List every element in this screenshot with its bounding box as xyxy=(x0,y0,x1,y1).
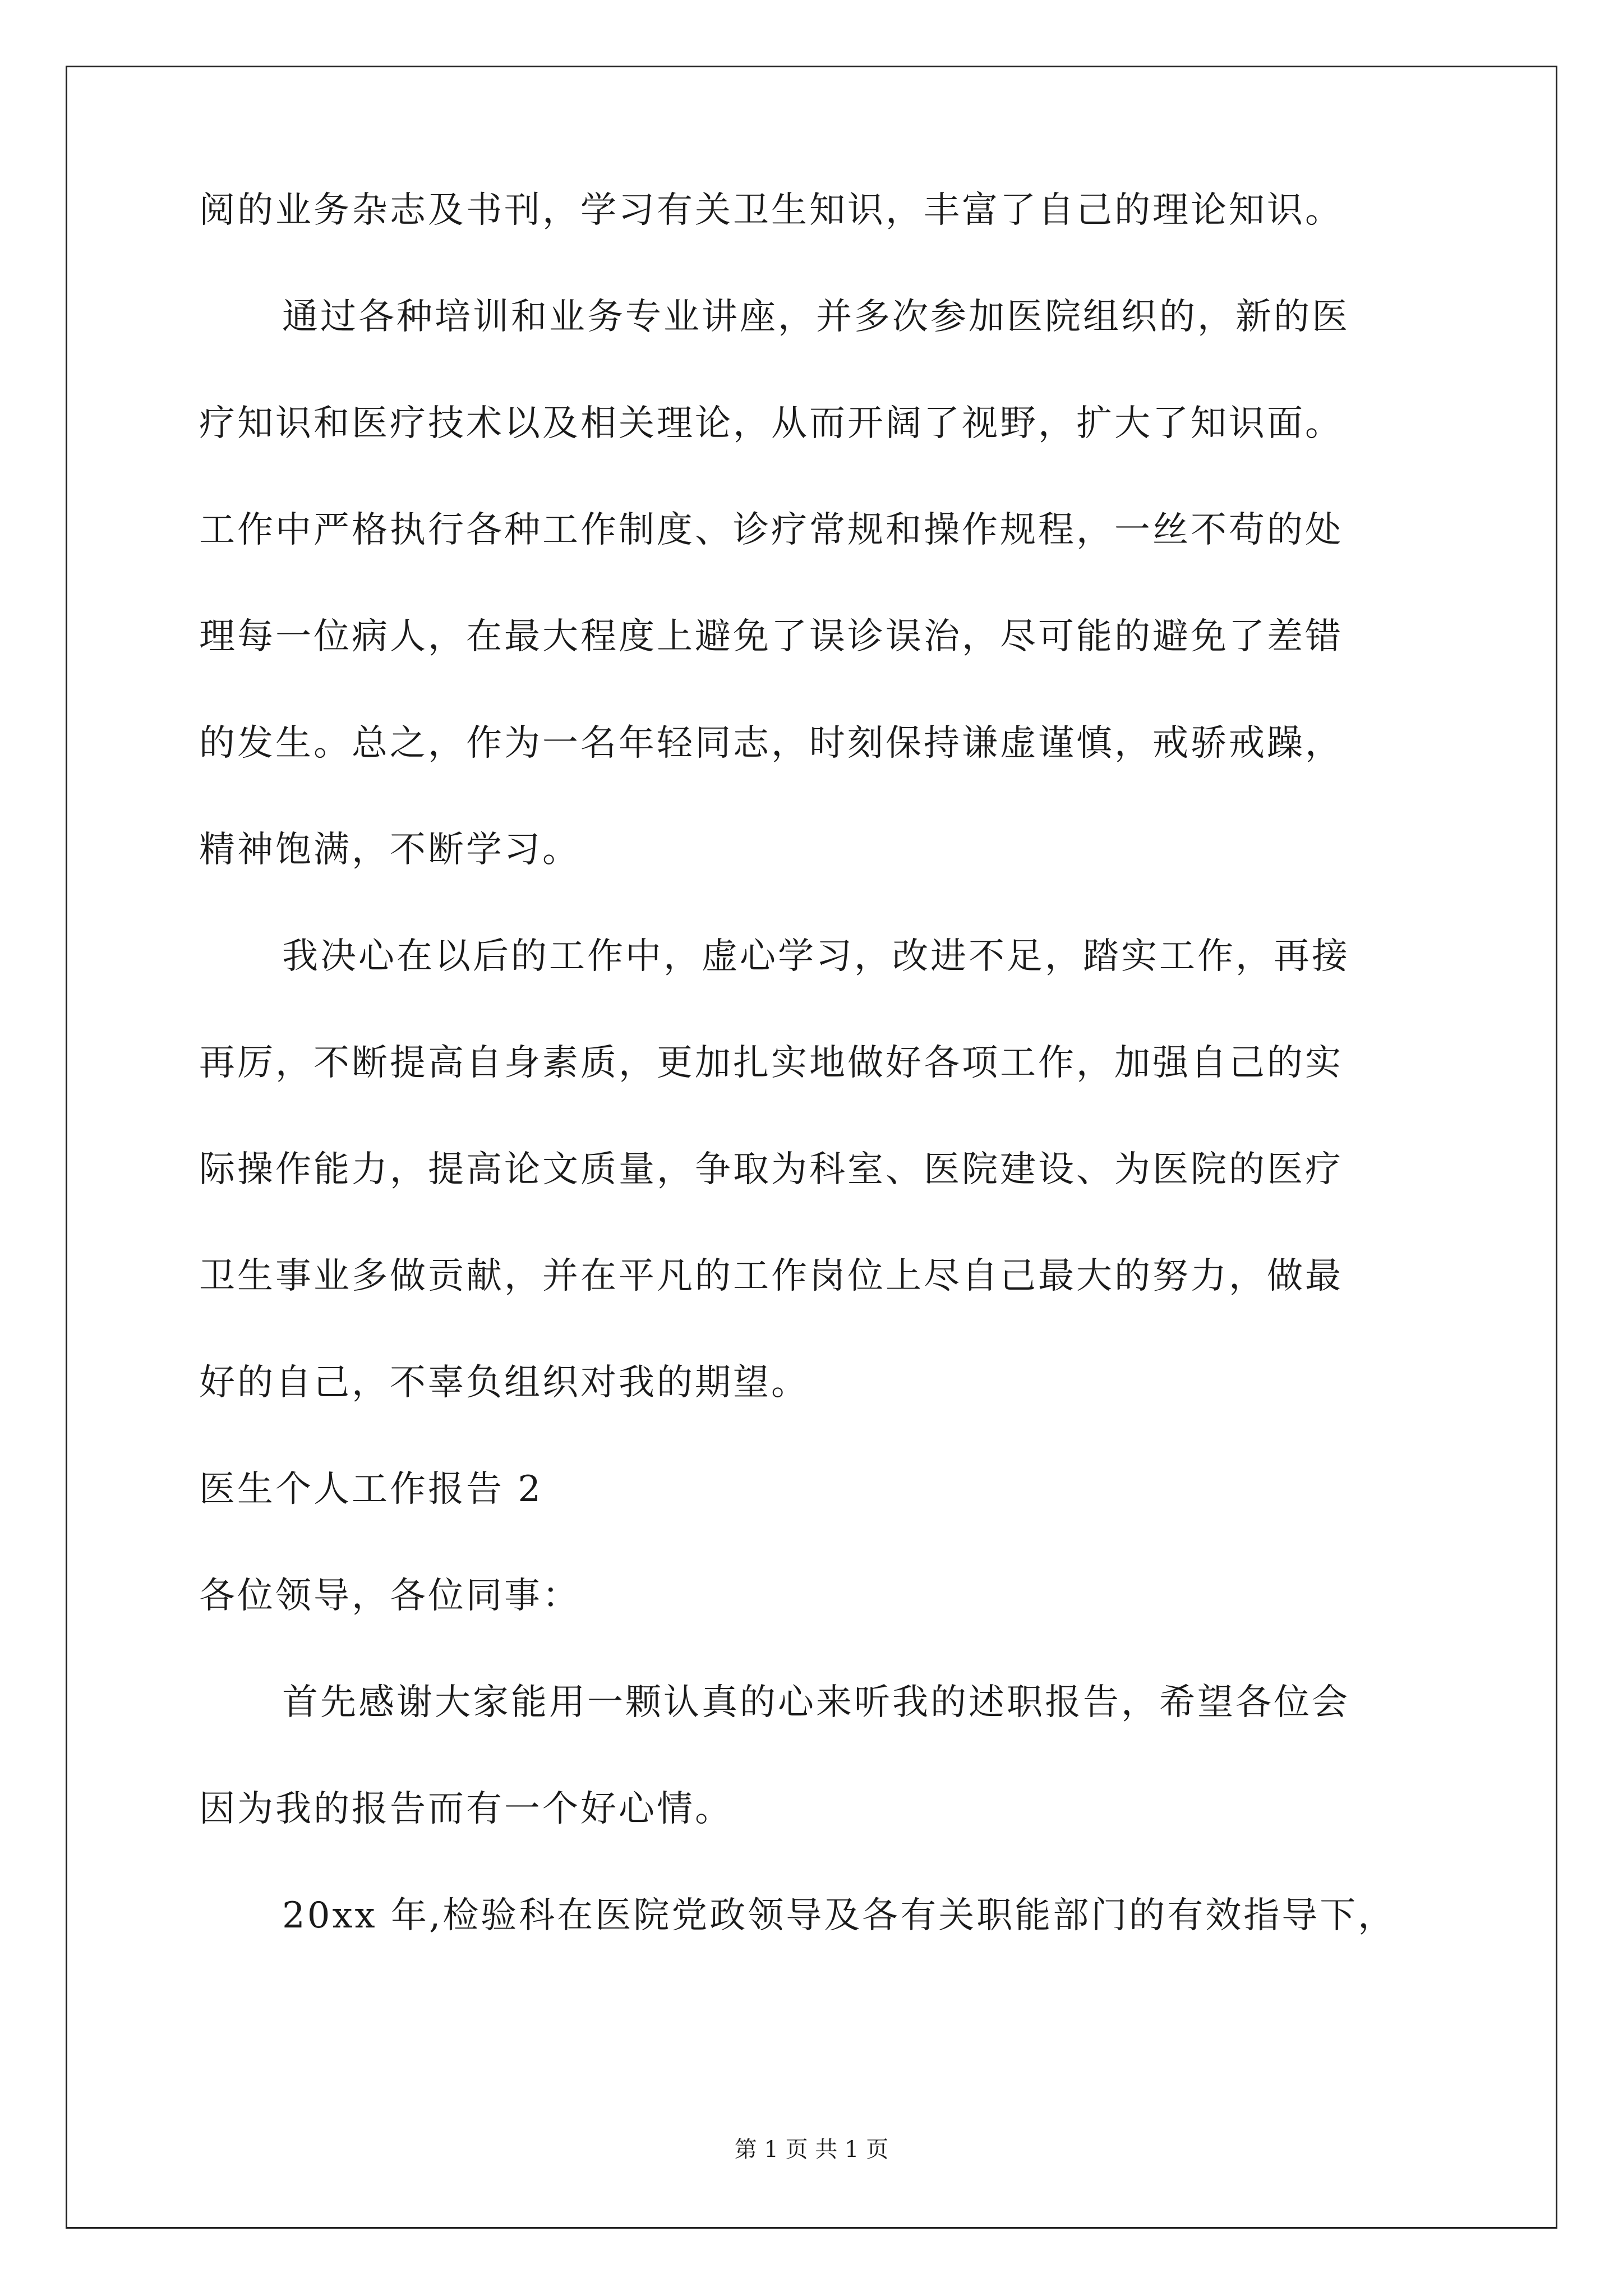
paragraph-start-line: 首先感谢大家能用一颗认真的心来听我的述职报告，希望各位会 xyxy=(282,1682,1350,1723)
text-line: 卫生事业多做贡献，并在平凡的工作岗位上尽自己最大的努力，做最 xyxy=(199,1255,1343,1297)
page-number-footer: 第 1 页 共 1 页 xyxy=(734,2137,889,2162)
text-line: 理每一位病人，在最大程度上避免了误诊误治，尽可能的避免了差错 xyxy=(199,616,1343,657)
text-line: 因为我的报告而有一个好心情。 xyxy=(199,1788,733,1830)
salutation: 各位领导，各位同事： xyxy=(199,1575,580,1617)
text-line: 的发生。总之，作为一名年轻同志，时刻保持谦虚谨慎，戒骄戒躁， xyxy=(199,723,1343,764)
paragraph-start-line: 20xx 年,检验科在医院党政领导及各有关职能部门的有效指导下， xyxy=(282,1895,1396,1936)
text-line: 际操作能力，提高论文质量，争取为科室、医院建设、为医院的医疗 xyxy=(199,1149,1343,1190)
paragraph-start-line: 通过各种培训和业务专业讲座，并多次参加医院组织的，新的医 xyxy=(282,296,1350,338)
paragraph-start-line: 我决心在以后的工作中，虚心学习，改进不足，踏实工作，再接 xyxy=(282,936,1350,977)
text-line: 再厉，不断提高自身素质，更加扎实地做好各项工作，加强自己的实 xyxy=(199,1042,1343,1084)
text-line: 工作中严格执行各种工作制度、诊疗常规和操作规程，一丝不苟的处 xyxy=(199,509,1343,551)
text-line: 疗知识和医疗技术以及相关理论，从而开阔了视野，扩大了知识面。 xyxy=(199,403,1343,444)
text-line: 阅的业务杂志及书刊，学习有关卫生知识，丰富了自己的理论知识。 xyxy=(199,190,1343,231)
text-line: 精神饱满，不断学习。 xyxy=(199,829,580,871)
section-heading: 医生个人工作报告 2 xyxy=(199,1469,543,1510)
text-line: 好的自己，不辜负组织对我的期望。 xyxy=(199,1362,809,1404)
